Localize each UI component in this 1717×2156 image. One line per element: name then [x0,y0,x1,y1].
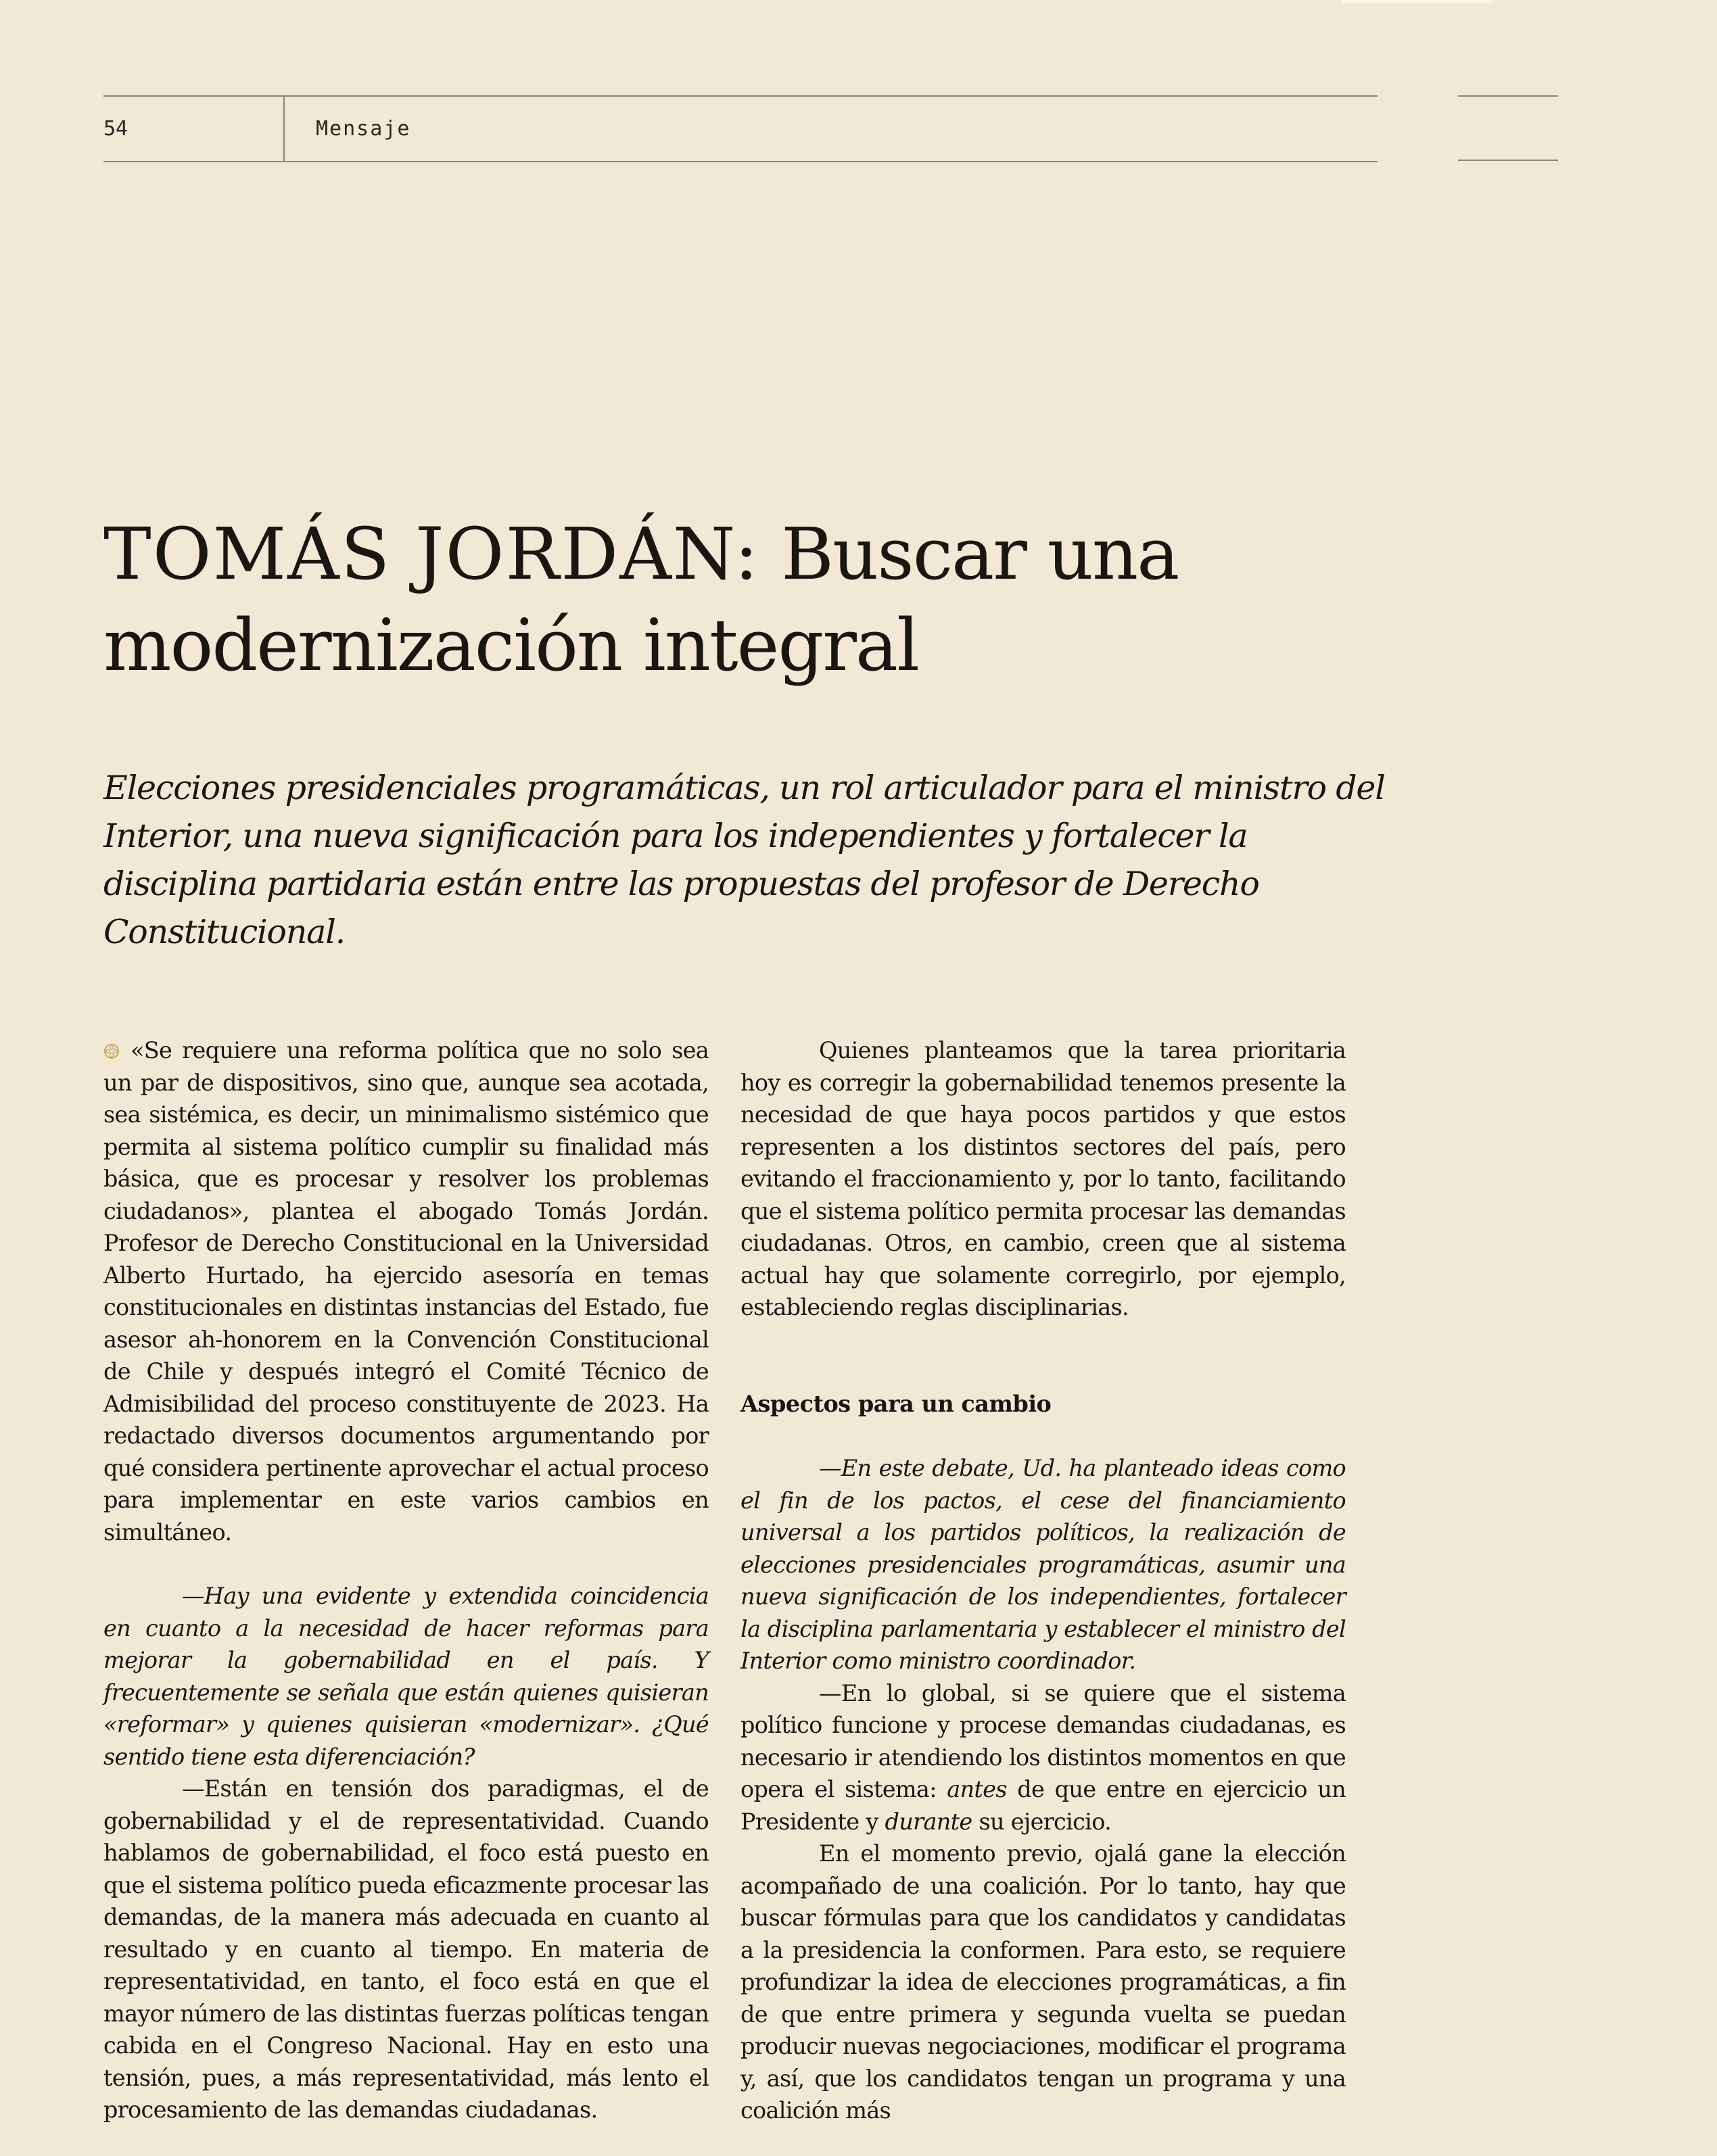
title-line1: Buscar una [759,512,1179,596]
right-column [740,1034,1346,2127]
rosette-bullet-icon [103,1043,120,1059]
title-line2: modernización integral [103,604,918,687]
article-title [103,508,1388,691]
intro-text: «Se requiere una reforma política que no solo sea un par de dispositivos, sino que, aunque sea acotada, sea sistémica, es decir, un minimalismo sistémico que permita al sistema político cumplir su finalidad más básica, que es procesar y resolver los problemas ciudadanos», plantea el abogado Tomás Jordán. Profesor de Derecho Constitucional en la Universidad Alberto Hurtado, ha ejercido asesoría en temas constitucionales en distintas instancias del Estado, fue asesor ah-honorem en la Convención Constitucional de Chile y después integró el Comité Técnico de Admisibilidad del proceso constituyente de 2023. Ha redactado diversos documentos argumentando por qué considera pertinente aprovechar el actual proceso para implementar en este varios cambios en simultáneo. [103,1037,709,1546]
answer-2-em-antes: antes [947,1776,1007,1802]
answer-2-em-durante: durante [885,1808,972,1835]
answer-2-start: —En lo global, si se quiere que el sistema político funcione y procese demandas ciudadanas, es necesario ir atendiendo los distintos momentos en que opera el sistema: [740,1679,1346,1802]
header-gap [1378,95,1452,162]
right-paragraph-2: En el momento previo, ojalá gane la elección acompañado de una coalición. Por lo tanto, hay que buscar fórmulas para que los candidatos y candidatas a la presidencia la conformen. Para esto, se requiere profundizar la idea de elecciones programáticas, a fin de que entre primera y segunda vuelta se puedan producir nuevas negociaciones, modificar el programa y, así, que los candidatos tengan un programa y una coalición más [740,1840,1346,2124]
title-name: TOMÁS JORDÁN: [103,512,760,596]
top-tab [1342,0,1492,3]
question-1: —Hay una evidente y extendida coincidencia en cuanto a la necesidad de hacer reformas para mejorar la gobernabilidad en el país. Y frecuentemente se señala que están quienes quisieran «reformar» y quienes quisieran «modernizar». ¿Qué sentido tiene esta diferenciación? [103,1583,709,1770]
question-2: —En este debate, Ud. ha planteado ideas como el fin de los pactos, el cese del financiamiento universal a los partidos políticos, la realización de elecciones presidenciales programáticas, asumir una nueva significación de los independientes, fortalecer la disciplina parlamentaria y establecer el ministro del Interior como ministro coordinador. [740,1455,1346,1674]
header-stub-top [1458,95,1558,97]
header-divider [283,97,285,161]
answer-2-end: su ejercicio. [972,1808,1112,1835]
page-header [103,95,1378,162]
article-lede: Elecciones presidenciales programáticas, un rol articulador para el ministro del Interior, una nueva significación para los independientes y fortalecer la disciplina partidaria están entre las propuestas del profesor de Derecho Constitucional. [103,769,1385,951]
section-label: Mensaje [316,117,411,141]
subheading: Aspectos para un cambio [740,1390,1052,1417]
page-number: 54 [103,117,128,141]
answer-2-mid: de que entre en ejercicio un Presidente y [740,1776,1346,1835]
answer-1: —Están en tensión dos paradigmas, el de gobernabilidad y el de representatividad. Cuando hablamos de gobernabilidad, el foco está puesto en que el sistema político pueda eficazmente procesar las demandas, de la manera más adecuada en cuanto al resultado y en cuanto al tiempo. En materia de representatividad, en tanto, el foco está en que el mayor número de las distintas fuerzas políticas tengan cabida en el Congreso Nacional. Hay en esto una tensión, pues, a más representatividad, más lento el procesamiento de las demandas ciudadanas. [103,1775,709,2123]
left-column [103,1034,709,2126]
answer-2 [740,1677,1346,1838]
intro-paragraph [103,1034,709,1548]
header-stub-bottom [1458,160,1558,161]
right-paragraph-1: Quienes planteamos que la tarea prioritaria hoy es corregir la gobernabilidad tenemos presente la necesidad de que haya pocos partidos y que estos representen a los distintos sectores del país, pero evitando el fraccionamiento y, por lo tanto, facilitando que el sistema político permita procesar las demandas ciudadanas. Otros, en cambio, creen que al sistema actual hay que solamente corregirlo, por ejemplo, estableciendo reglas disciplinarias. [740,1037,1346,1320]
